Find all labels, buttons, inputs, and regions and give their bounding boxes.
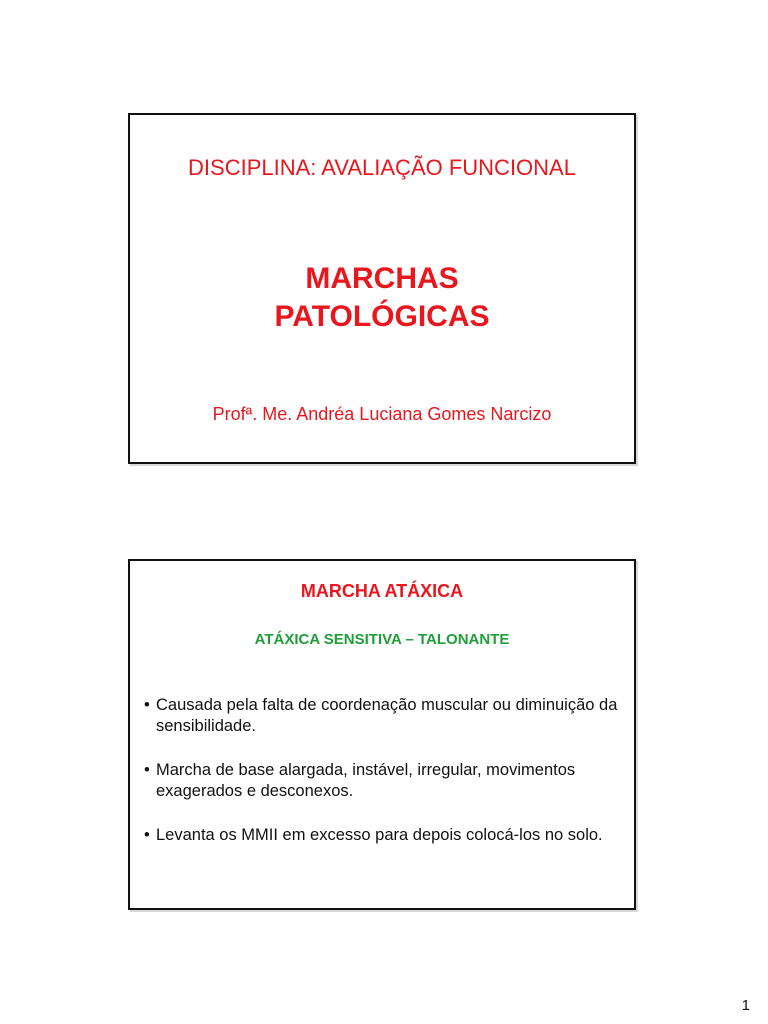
slide-1-title [130,260,634,336]
slide-2-subtitle: ATÁXICA SENSITIVA – TALONANTE [254,631,510,648]
bullet-dot: • [144,761,150,779]
bullet-text: Marcha de base alargada, instável, irregular, movimentos exagerados e desconexos. [156,761,576,800]
title-line-1: MARCHAS [305,262,459,295]
bullet-list [144,695,626,869]
slide-2 [128,559,636,910]
bullet-item [144,760,626,802]
bullet-item [144,825,626,846]
bullet-dot: • [144,696,150,714]
page-number: 1 [741,997,750,1014]
bullet-dot: • [144,826,150,844]
slide-2-title: MARCHA ATÁXICA [300,581,464,601]
title-line-2: PATOLÓGICAS [274,300,490,333]
bullet-item [144,695,626,737]
author-name: Profª. Me. Andréa Luciana Gomes Narcizo [212,404,552,424]
discipline-heading: DISCIPLINA: AVALIAÇÃO FUNCIONAL [188,155,576,180]
bullet-text: Levanta os MMII em excesso para depois colocá-los no solo. [156,826,603,844]
slide-1 [128,113,636,464]
bullet-text: Causada pela falta de coordenação muscular ou diminuição da sensibilidade. [156,696,618,735]
